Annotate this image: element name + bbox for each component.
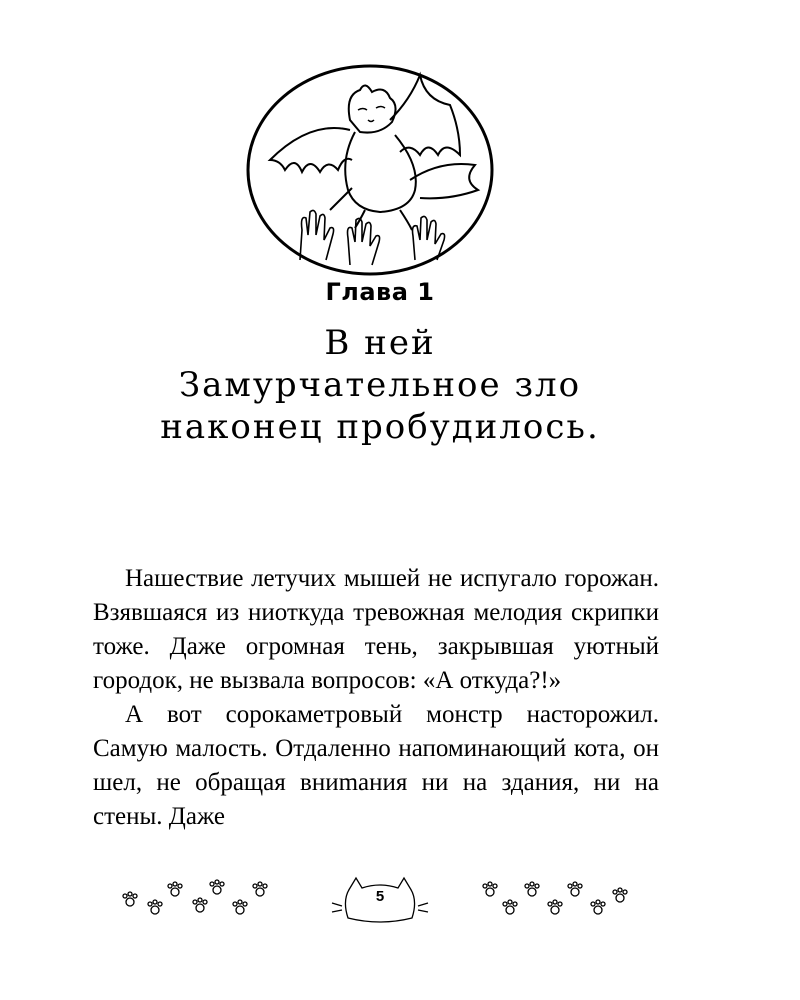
paragraph: Нашествие летучих мышей не испугало горожан. Взявшаяся из ниоткуда тревожная мелодия скрипки тоже. Даже огромная тень, закрывшая уютный городок, не вызвала вопросов: «А откуда?!» — [93, 565, 659, 694]
winged-cat-illustration-icon — [240, 60, 500, 280]
body-text — [93, 562, 659, 834]
chapter-title-line: Замурчательное зло — [178, 365, 582, 405]
chapter-title-line: В ней — [324, 323, 436, 363]
page-footer — [120, 870, 640, 930]
page-number: 5 — [375, 888, 385, 905]
chapter-number: Глава 1 — [325, 278, 435, 306]
paragraph: А вот сорокаметровый монстр насторожил. Самую малость. Отдаленно напоминающий кота, он шел, не обращая вниmания ни на здания, ни на стены. Даже — [93, 701, 659, 830]
chapter-title-line: наконец пробудилось. — [160, 407, 600, 447]
chapter-title — [90, 322, 670, 448]
